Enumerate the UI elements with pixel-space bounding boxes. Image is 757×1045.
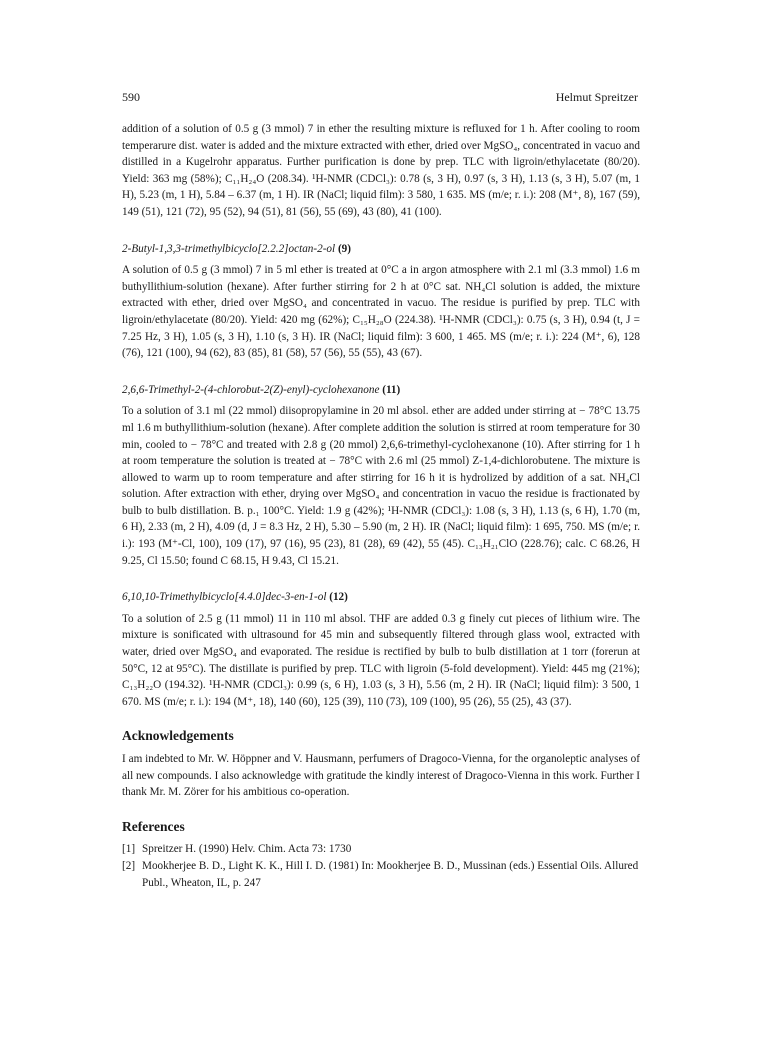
page-number: 590 <box>122 90 140 104</box>
reference-item <box>122 841 640 858</box>
compound-number: (12) <box>329 591 348 604</box>
section-body: To a solution of 2.5 g (11 mmol) 11 in 110 ml absol. THF are added 0.3 g finely cut pieces of lithium wire. The mixture is sonificated with ultrasound for 45 min and subsequently filtered through glass wool, extracted with water, dried over MgSO₄ and evaporated. The residue is rectified by bulb to bulb distillation at 1 torr (forerun at 50°C, 12 at 95°C). The distillate is purified by prep. TLC with ligroin (5-fold development). Yield: 445 mg (21%); C₁₃H₂₂O (194.32). ¹H-NMR (CDCl₃): 0.99 (s, 6 H), 1.03 (s, 3 H), 5.56 (m, 2 H). IR (NaCl; liquid film): 3 500, 1 670. MS (m/e; r. i.): 194 (M⁺, 18), 140 (60), 125 (39), 110 (73), 109 (100), 95 (26), 55 (25), 43 (37). <box>122 612 640 708</box>
acknowledgements-heading: Acknowledgements <box>122 728 234 744</box>
compound-title: 6,10,10-Trimethylbicyclo[4.4.0]dec-3-en-1-ol <box>122 591 327 604</box>
section-heading <box>122 589 640 606</box>
references-heading: References <box>122 818 185 834</box>
reference-list <box>122 841 640 891</box>
compound-number: (11) <box>382 383 401 396</box>
reference-text: Spreitzer H. (1990) Helv. Chim. Acta 73: 1730 <box>142 843 352 856</box>
reference-index: [2] <box>122 859 136 872</box>
section-compound-9 <box>122 241 640 362</box>
reference-text: Mookherjee B. D., Light K. K., Hill I. D. (1981) In: Mookherjee B. D., Mussinan (eds.) Essential Oils. Allured Publ., Wheaton, IL, p. 247 <box>142 859 639 889</box>
section-compound-11 <box>122 382 640 570</box>
reference-item <box>122 858 640 891</box>
compound-title: 2,6,6-Trimethyl-2-(4-chlorobut-2(Z)-enyl)-cyclohexanone <box>122 383 380 396</box>
running-author: Helmut Spreitzer <box>555 90 638 104</box>
compound-number: (9) <box>337 242 351 255</box>
section-heading <box>122 241 640 258</box>
running-header <box>122 90 638 105</box>
section-heading <box>122 382 640 399</box>
section-body: To a solution of 3.1 ml (22 mmol) diisopropylamine in 20 ml absol. ether are added under stirring at − 78°C 13.75 ml 1.6 m buthyllithium-solution (hexane). After complete addition the solution is stirred at room temperature for 30 min, cooled to − 78°C and treated with 2.8 g (20 mmol) 2,6,6-trimethyl-cyclohexanone (10). After stirring for 1 h at room temperature the solution is treated at − 78°C with 2.6 ml (25 mmol) Z-1,4-dichlorobutene. The mixture is allowed to warm up to room temperature and after stirring for 16 h it is hydrolized by addition of a sat. NH₄Cl solution. After extraction with ether, drying over MgSO₄ and concentration in vacuo the residue is fractionated by bulb to bulb distillation. B. p.₁ 100°C. Yield: 1.9 g (42%); ¹H-NMR (CDCl₃): 1.08 (s, 3 H), 1.13 (s, 6 H), 1.70 (m, 6 H), 2.33 (m, 2 H), 4.09 (d, J = 8.3 Hz, 2 H), 5.30 – 5.90 (m, 2 H). IR (NaCl; liquid film): 1 695, 750. MS (m/e; r. i.): 193 (M⁺-Cl, 100), 109 (17), 97 (16), 95 (23), 81 (28), 69 (42), 55 (45). C₁₃H₂₁ClO (228.76); calc. C 68.26, H 9.25, Cl 15.50; found C 68.15, H 9.43, Cl 15.21. <box>122 405 640 567</box>
compound-title: 2-Butyl-1,3,3-trimethylbicyclo[2.2.2]octan-2-ol <box>122 242 336 255</box>
acknowledgements-section <box>122 728 640 800</box>
references-section <box>122 819 640 891</box>
acknowledgements-body: I am indebted to Mr. W. Höppner and V. Hausmann, perfumers of Dragoco-Vienna, for the organoleptic analyses of all new compounds. I also acknowledge with gratitude the kindly interest of Dragoco-Vienna in this work. Further I thank Mr. M. Zörer for his ambitious co-operation. <box>122 753 640 799</box>
intro-paragraph: addition of a solution of 0.5 g (3 mmol) 7 in ether the resulting mixture is refluxed for 1 h. After cooling to room temperarure dist. water is added and the mixture extracted with ether, dried over MgSO₄, concentrated in vacuo and distilled in a Kugelrohr apparatus. Further purification is done by prep. TLC with ligroin/ethylacetate (80/20). Yield: 363 mg (58%); C₁₁H₂₄O (208.34). ¹H-NMR (CDCl₃): 0.78 (s, 3 H), 0.97 (s, 3 H), 1.13 (s, 3 H), 5.07 (m, 1 H), 5.23 (m, 1 H), 5.84 – 6.37 (m, 1 H). IR (NaCl; liquid film): 3 580, 1 635. MS (m/e; r. i.): 208 (M⁺, 8), 167 (59), 149 (51), 121 (72), 95 (52), 94 (51), 81 (56), 55 (69), 43 (80), 41 (100). <box>122 123 640 218</box>
section-compound-12 <box>122 589 640 710</box>
main-text <box>122 121 640 891</box>
reference-index: [1] <box>122 843 136 856</box>
section-body: A solution of 0.5 g (3 mmol) 7 in 5 ml ether is treated at 0°C a in argon atmosphere with 2.1 ml (3.3 mmol) 1.6 m buthyllithium-solution (hexane). After further stirring for 2 h at 0°C sat. NH₄Cl solution is added, the mixture extracted with ether, dried over MgSO₄ and concentrated in vacuo. The residue is purified by prep. TLC with ligroin/ethylacetate (80/20). Yield: 420 mg (62%); C₁₅H₂₈O (224.38). ¹H-NMR (CDCl₃): 0.75 (s, 3 H), 0.94 (t, J = 7.25 Hz, 3 H), 1.05 (s, 3 H), 1.10 (s, 3 H). IR (NaCl; liquid film): 3 600, 1 465. MS (m/e; r. i.): 224 (M⁺, 6), 128 (76), 121 (100), 94 (62), 83 (85), 81 (58), 57 (56), 55 (55), 43 (67). <box>122 264 640 360</box>
